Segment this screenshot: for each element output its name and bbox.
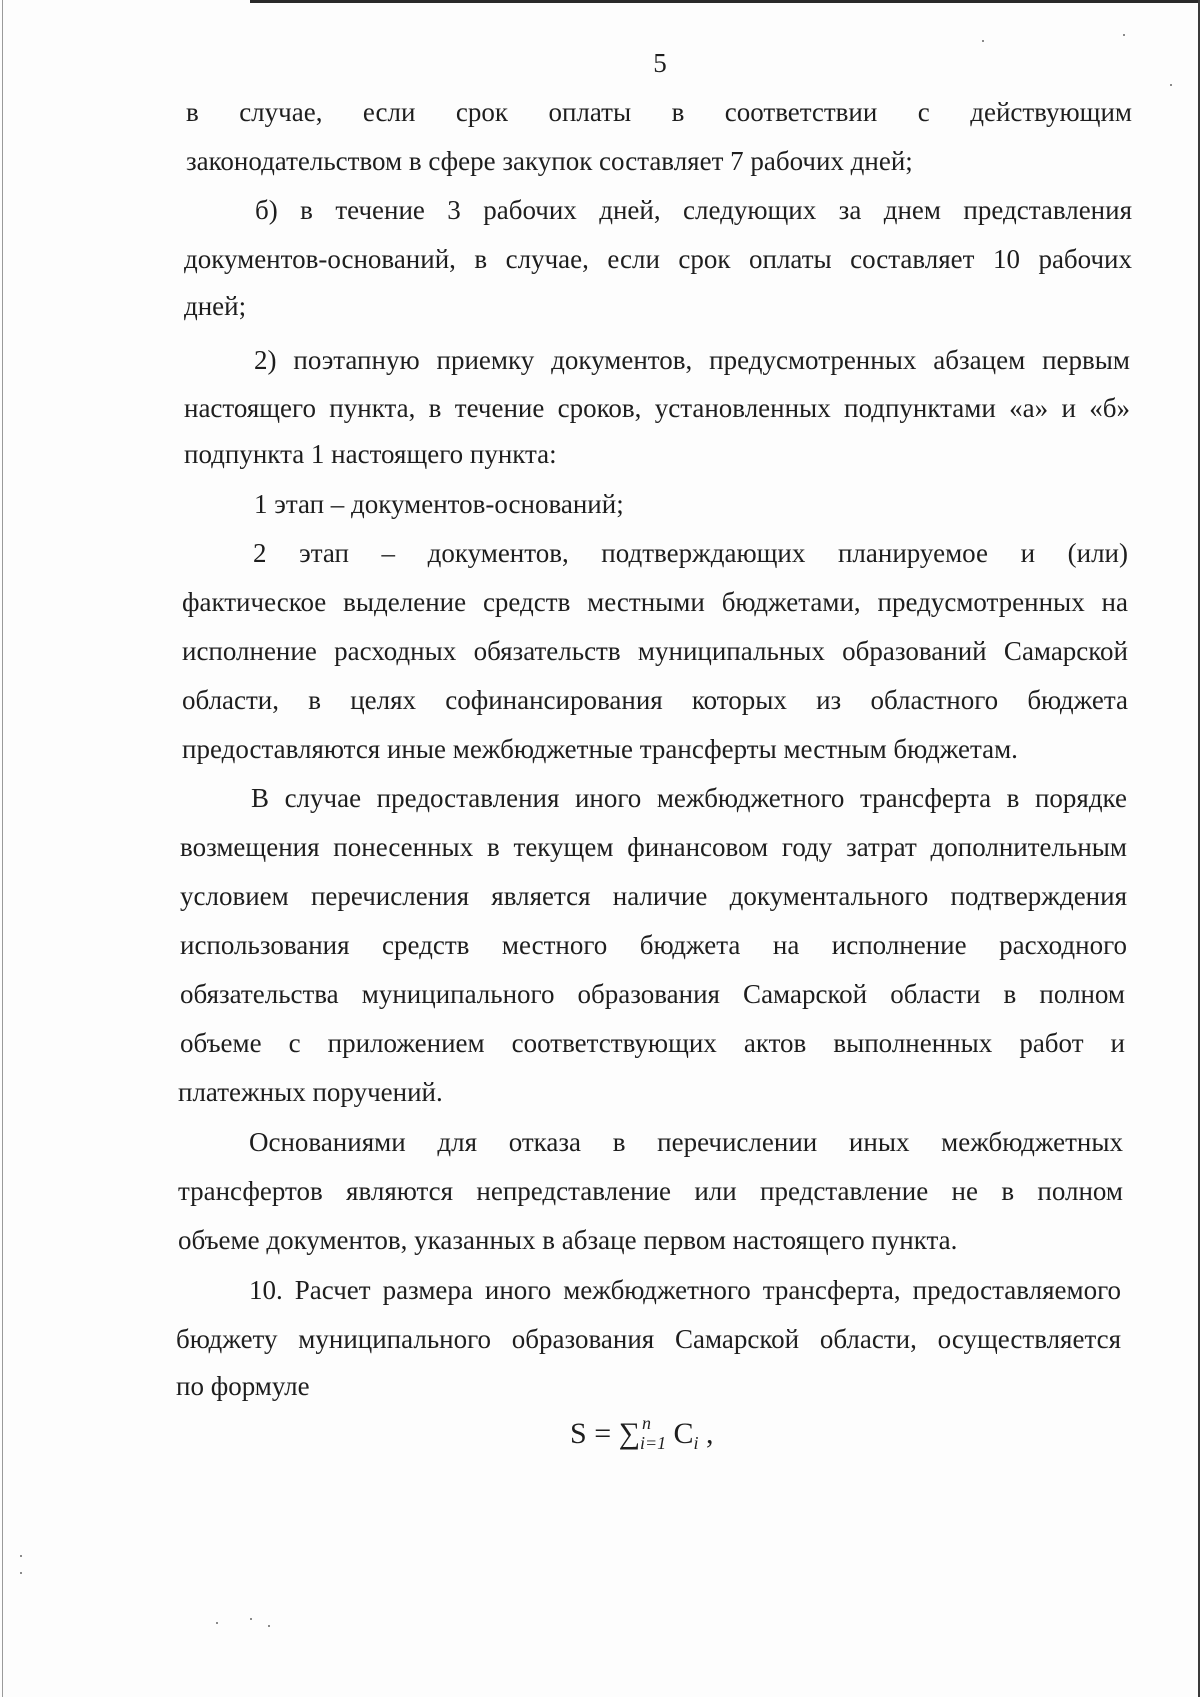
- text-line: платежных поручений.: [178, 1077, 443, 1107]
- text-line: 2) поэтапную приемку документов, предусмотренных абзацем первым: [254, 345, 1130, 375]
- sum-symbol: ∑: [618, 1417, 640, 1450]
- scan-speck: [268, 1625, 270, 1627]
- sum-limits: [640, 1413, 667, 1453]
- text-line: области, в целях софинансирования которых из областного бюджета: [182, 685, 1128, 715]
- text-line: обязательства муниципального образования Самарской области в полном: [180, 979, 1125, 1009]
- text-line: фактическое выделение средств местными бюджетами, предусмотренных на: [182, 587, 1128, 617]
- formula-tail: ,: [706, 1417, 714, 1450]
- sum-upper-limit: n: [642, 1413, 651, 1433]
- text-line: условием перечисления является наличие документального подтверждения: [180, 881, 1127, 911]
- formula-equals: =: [594, 1417, 612, 1450]
- text-line: объеме документов, указанных в абзаце первом настоящего пункта.: [178, 1225, 958, 1255]
- text-line: настоящего пункта, в течение сроков, установленных подпунктами «а» и «б»: [184, 393, 1130, 423]
- scan-speck: [982, 40, 984, 42]
- text-line: 1 этап – документов-оснований;: [254, 489, 624, 519]
- text-line: законодательством в сфере закупок составляет 7 рабочих дней;: [186, 146, 913, 176]
- scan-speck: [20, 1572, 22, 1574]
- scan-speck: [1170, 84, 1172, 86]
- text-line: документов-оснований, в случае, если срок оплаты составляет 10 рабочих: [184, 244, 1132, 274]
- page-number: 5: [653, 48, 667, 78]
- top-rule: [250, 0, 1200, 3]
- scan-speck: [20, 1555, 22, 1557]
- text-line: использования средств местного бюджета на исполнение расходного: [180, 930, 1127, 960]
- formula-term-index: i: [693, 1433, 699, 1453]
- scan-speck: [1123, 34, 1125, 36]
- text-line: трансфертов являются непредставление или представление не в полном: [178, 1176, 1123, 1206]
- text-line: предоставляются иные межбюджетные трансферты местным бюджетам.: [182, 734, 1018, 764]
- left-edge: [2, 0, 3, 1697]
- text-line: в случае, если срок оплаты в соответствии с действующим: [186, 97, 1132, 127]
- formula-term: C: [673, 1417, 694, 1450]
- text-line: В случае предоставления иного межбюджетного трансферта в порядке: [251, 783, 1127, 813]
- text-line: бюджету муниципального образования Самарской области, осуществляется: [176, 1324, 1121, 1354]
- text-line: возмещения понесенных в текущем финансовом году затрат дополнительным: [180, 832, 1127, 862]
- text-line: дней;: [184, 291, 247, 321]
- scan-speck: [250, 1618, 252, 1620]
- text-line: 10. Расчет размера иного межбюджетного трансферта, предоставляемого: [249, 1275, 1121, 1305]
- text-line: подпункта 1 настоящего пункта:: [184, 439, 557, 469]
- text-line: 2 этап – документов, подтверждающих планируемое и (или): [253, 538, 1128, 568]
- text-line: б) в течение 3 рабочих дней, следующих за днем представления: [255, 195, 1132, 225]
- formula-lhs: S: [570, 1417, 587, 1450]
- sum-lower-limit: i=1: [640, 1433, 667, 1453]
- text-line: исполнение расходных обязательств муниципальных образований Самарской: [182, 636, 1128, 666]
- text-line: по формуле: [176, 1371, 310, 1401]
- scan-speck: [216, 1622, 218, 1624]
- text-line: объеме с приложением соответствующих актов выполненных работ и: [180, 1028, 1125, 1058]
- text-line: Основаниями для отказа в перечислении иных межбюджетных: [249, 1127, 1123, 1157]
- formula: [570, 1413, 714, 1454]
